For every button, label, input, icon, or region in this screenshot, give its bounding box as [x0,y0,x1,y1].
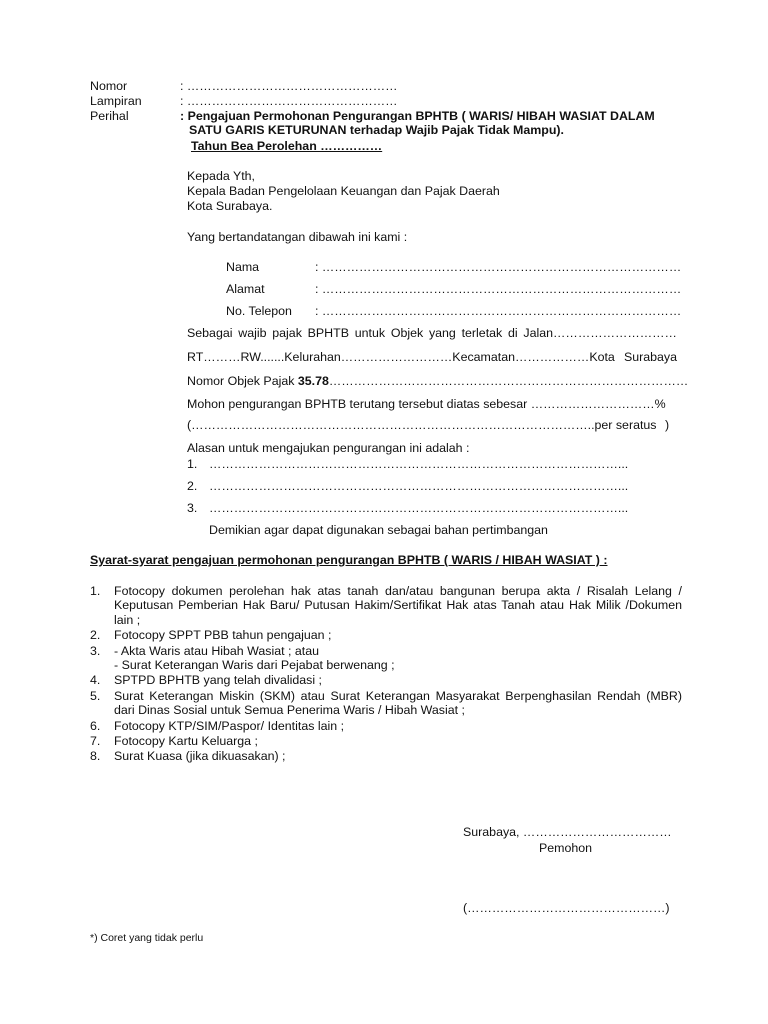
requirement-item: 3. - Akta Waris atau Hibah Wasiat ; atau - Surat Keterangan Waris dari Pejabat berwenang ; [90,643,395,673]
footnote: *) Coret yang tidak perlu [90,932,204,944]
reasons-intro: Alasan untuk mengajukan pengurangan ini adalah : [187,441,470,455]
requirement-item: 5. Surat Keterangan Miskin (SKM) atau Surat Keterangan Masyarakat Berpenghasilan Rendah (MBR) dari Dinas Sosial untuk Semua Penerima Waris / Hibah Wasiat ; [90,688,682,718]
reason-number-1: 1. [187,457,198,471]
reduction-percent-line: Mohon pengurangan BPHTB terutang tersebut diatas sebesar …………………………% [187,397,666,411]
object-address-line: RT………RW.......Kelurahan………………………Kecamatan………………Kota Surabaya [187,350,677,364]
field-name-value[interactable]: : …………………………………………………………………………… [315,260,682,274]
reason-line-3[interactable]: ………………………………………………………………………………………... [209,501,629,515]
closing-statement: Demikian agar dapat digunakan sebagai bahan pertimbangan [209,523,548,537]
reason-number-2: 2. [187,479,198,493]
lampiran-label: Lampiran [90,94,142,108]
intro-text: Yang bertandatangan dibawah ini kami : [187,230,408,244]
perihal-label: Perihal [90,109,129,123]
requirement-item: 2. Fotocopy SPPT PBB tahun pengajuan ; [90,628,332,643]
nomor-label: Nomor [90,79,128,93]
field-phone-value[interactable]: : …………………………………………………………………………… [315,304,682,318]
field-address-value[interactable]: : …………………………………………………………………………… [315,282,682,296]
signature-name-line[interactable]: (…………………………………………) [463,901,670,915]
perihal-subject-line1: : Pengajuan Permohonan Pengurangan BPHTB ( WARIS/ HIBAH WASIAT DALAM [180,109,655,123]
requirements-title: Syarat-syarat pengajuan permohonan pengurangan BPHTB ( WARIS / HIBAH WASIAT ) : [90,553,608,567]
nop-code: 35.78 [297,374,329,388]
addressee-city: Kota Surabaya. [187,199,273,213]
reduction-words-close: ) [665,418,670,432]
requirement-item: 4. SPTPD BPHTB yang telah divalidasi ; [90,673,322,688]
addressee-office: Kepala Badan Pengelolaan Keuangan dan Pajak Daerah [187,184,500,198]
lampiran-value: : …………………………………………… [180,94,398,108]
reason-line-2[interactable]: ………………………………………………………………………………………... [209,479,629,493]
nop-line: Nomor Objek Pajak 35.78…………………………………………………………………………… [187,374,689,388]
object-location-line: Sebagai wajib pajak BPHTB untuk Objek yang terletak di Jalan………………………… [187,326,677,340]
signature-role: Pemohon [539,841,593,855]
reason-number-3: 3. [187,501,198,515]
nomor-value: : …………………………………………… [180,79,398,93]
reduction-words-line: (……………………………………………………………………………………..per seratus [187,418,657,432]
perihal-subject-line3: Tahun Bea Perolehan …………… [191,139,383,153]
requirement-item: 7. Fotocopy Kartu Keluarga ; [90,734,258,749]
requirement-item: 8. Surat Kuasa (jika dikuasakan) ; [90,749,286,764]
field-name-label: Nama [226,260,260,274]
requirements-list [90,584,682,765]
field-phone-label: No. Telepon [226,304,292,318]
signature-place-date[interactable]: Surabaya, ……………………………… [463,825,672,839]
addressee-greeting: Kepada Yth, [187,169,255,183]
reason-line-1[interactable]: ………………………………………………………………………………………... [209,457,629,471]
requirement-item: 6. Fotocopy KTP/SIM/Paspor/ Identitas lain ; [90,718,345,733]
requirement-item: 1. Fotocopy dokumen perolehan hak atas tanah dan/atau bangunan berupa akta / Risalah Lelang / Keputusan Pemberian Hak Baru/ Putusan Hakim/Sertifikat Hak atas Tanah atau Hak Milik /Dokumen lain ; [90,584,682,627]
perihal-subject-line2: SATU GARIS KETURUNAN terhadap Wajib Pajak Tidak Mampu). [189,123,564,137]
field-address-label: Alamat [226,282,265,296]
